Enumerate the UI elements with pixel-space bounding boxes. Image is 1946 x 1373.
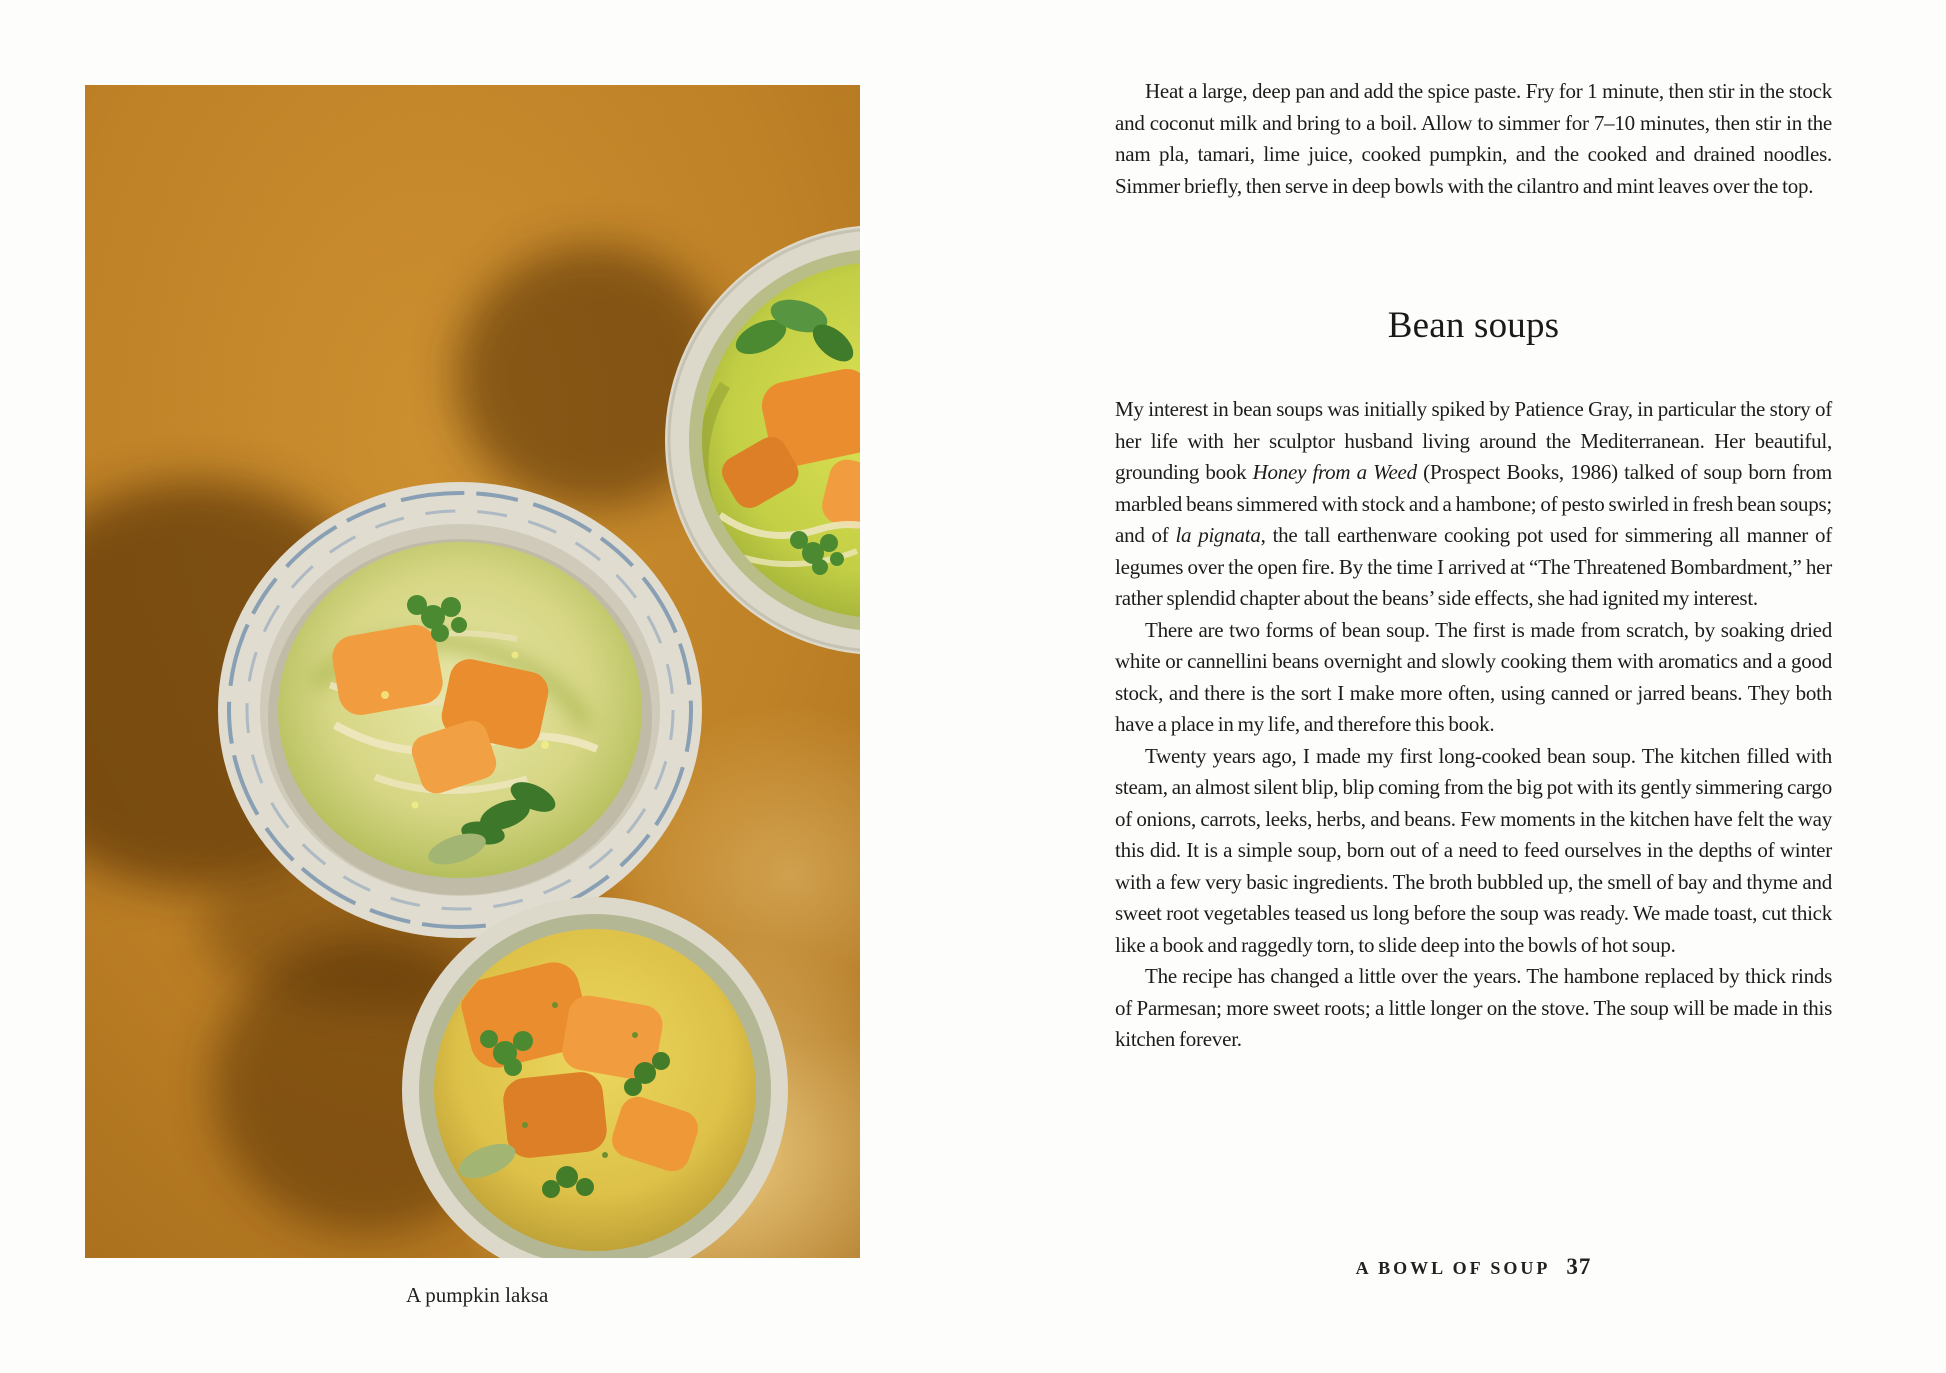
recipe-paragraph: Heat a large, deep pan and add the spice paste. Fry for 1 minute, then stir in the stock and coconut milk and bring to a boil. Allow to simmer for 7–10 minutes, then stir in the nam pla, tamari, lime juice, cooked pumpkin, and the cooked and drained noodles. Simmer briefly, then serve in deep bowls with the cilantro and mint leaves over the top. xyxy=(1115,79,1832,198)
body-paragraph: The recipe has changed a little over the years. The hambone replaced by thick rinds of Parmesan; more sweet roots; a little longer on the stove. The soup will be made in this kitchen forever. xyxy=(1115,964,1832,1051)
footer-section-title: A BOWL OF SOUP xyxy=(1355,1258,1551,1278)
section-body xyxy=(1115,394,1832,1056)
section-heading: Bean soups xyxy=(1387,305,1560,346)
recipe-continuation xyxy=(1115,76,1832,202)
body-paragraph: There are two forms of bean soup. The first is made from scratch, by soaking dried white or cannellini beans overnight and slowly cooking them with aromatics and a good stock, and there is the sort I make more often, using canned or jarred beans. They both have a place in my life, and therefore this book. xyxy=(1115,617,1832,736)
body-paragraph: Twenty years ago, I made my first long-cooked bean soup. The kitchen filled with steam, an almost silent blip, blip coming from the big pot with its gently simmering cargo of onions, carrots, leeks, herbs, and beans. Few moments in the kitchen have felt the way this did. It is a simple soup, born out of a need to feed ourselves in the depths of winter with a few very basic ingredients. The broth bubbled up, the smell of bay and thyme and sweet root vegetables teased us long before the soup was ready. We made toast, cut thick like a book and raggedly torn, to slide deep into the bowls of hot soup. xyxy=(1115,743,1832,957)
footer-page-number: 37 xyxy=(1566,1254,1592,1279)
body-paragraph: My interest in bean soups was initially spiked by Patience Gray, in particular the story of her life with her sculptor husband living around the Mediterranean. Her beautiful, grounding book Honey from a Weed (Prospect Books, 1986) talked of soup born from marbled beans simmered with stock and a hambone; of pesto swirled in fresh bean soups; and of la pignata, the tall earthenware cooking pot used for simmering all manner of legumes over the open fire. By the time I arrived at “The Threatened Bombardment,” her rather splendid chapter about the beans’ side effects, she had ignited my interest. xyxy=(1115,397,1833,610)
soup-bowl-middle xyxy=(218,482,702,938)
running-footer xyxy=(1115,1254,1832,1280)
photo-caption: A pumpkin laksa xyxy=(406,1283,549,1307)
pumpkin-chunk xyxy=(501,1070,609,1160)
laksa-photo xyxy=(85,85,860,1258)
